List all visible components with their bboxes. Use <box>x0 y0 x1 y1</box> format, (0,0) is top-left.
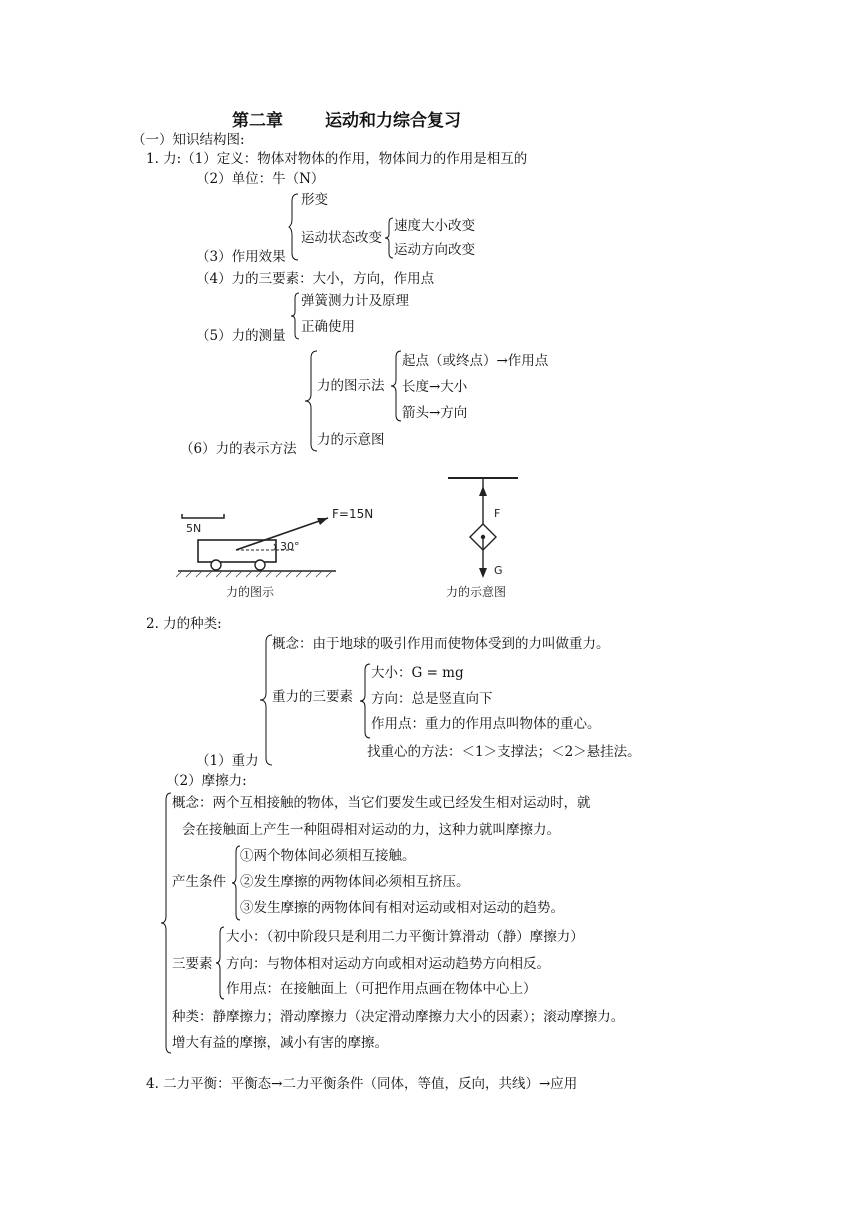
figure-right-caption: 力的示意图 <box>446 585 507 599</box>
gravity-center-methods: 找重心的方法：＜1＞支撑法；＜2＞悬挂法。 <box>367 744 641 760</box>
figure-scale-label: 5N <box>186 522 202 535</box>
effect-label: （3）作用效果 <box>196 249 286 265</box>
friction-brace <box>160 792 172 1054</box>
page-title <box>232 106 461 131</box>
kinds-heading: 2. 力的种类: <box>146 616 222 632</box>
repr-label: （6）力的表示方法 <box>180 441 297 457</box>
repr-arrow: 箭头→方向 <box>402 405 468 421</box>
friction-increase: 增大有益的摩擦，减小有害的摩擦。 <box>172 1035 388 1051</box>
friction-concept-1: 概念：两个互相接触的物体，当它们要发生或已经发生相对运动时，就 <box>172 795 591 811</box>
condition-3: ③发生摩擦的两物体间有相对运动或相对运动的趋势。 <box>240 900 564 916</box>
force-unit: （2）单位：牛（N） <box>196 171 325 187</box>
two-force-balance: 4. 二力平衡：平衡态→二力平衡条件（同体，等值，反向，共线）→应用 <box>146 1076 578 1092</box>
condition-2: ②发生摩擦的两物体间必须相互挤压。 <box>240 874 470 890</box>
title-topic: 运动和力综合复习 <box>325 111 461 131</box>
repr-brace <box>304 350 318 452</box>
repr-sketch: 力的示意图 <box>317 432 385 448</box>
repr-length: 长度→大小 <box>402 379 468 395</box>
condition-label: 产生条件 <box>172 874 226 890</box>
gravity-concept: 概念：由于地球的吸引作用而使物体受到的力叫做重力。 <box>272 636 610 652</box>
figure-angle-label: 30° <box>280 540 300 553</box>
force-definition: 1. 力:（1）定义：物体对物体的作用，物体间力的作用是相互的 <box>146 151 528 167</box>
title-chapter: 第二章 <box>232 111 283 131</box>
force-sketch-figure <box>432 470 542 602</box>
effect-brace <box>288 193 300 261</box>
element-point: 作用点：在接触面上（可把作用点画在物体中心上） <box>226 981 537 997</box>
figure-left-caption: 力的图示 <box>226 585 275 599</box>
graph-brace <box>390 350 402 422</box>
gravity-elements: 重力的三要素 <box>272 689 353 705</box>
figure-f-label: F <box>494 507 501 520</box>
measure-label: （5）力的测量 <box>196 328 286 344</box>
element-direction: 方向：与物体相对运动方向或相对运动趋势方向相反。 <box>226 956 550 972</box>
friction-types: 种类：静摩擦力；滑动摩擦力（决定滑动摩擦力大小的因素）；滚动摩擦力。 <box>172 1009 625 1025</box>
repr-start: 起点（或终点）→作用点 <box>402 353 549 369</box>
motion-brace <box>384 217 394 259</box>
effect-deform: 形变 <box>301 192 328 208</box>
friction-label: （2）摩擦力: <box>166 773 247 789</box>
elements-label: 三要素 <box>172 956 213 972</box>
gravity-label: （1）重力 <box>196 753 259 769</box>
friction-concept-2: 会在接触面上产生一种阻碍相对运动的力，这种力就叫摩擦力。 <box>182 822 560 838</box>
gravity-brace <box>259 634 273 766</box>
gravity-size: 大小：G = mg <box>371 665 464 681</box>
section-heading: （一）知识结构图: <box>132 132 245 148</box>
elements-brace <box>215 926 225 1000</box>
gravity-direction: 方向：总是竖直向下 <box>371 691 493 707</box>
repr-graph: 力的图示法 <box>317 378 385 394</box>
three-elements: （4）力的三要素：大小，方向，作用点 <box>196 271 435 287</box>
measure-brace <box>290 292 300 340</box>
gravity-point: 作用点：重力的作用点叫物体的重心。 <box>371 716 601 732</box>
element-size: 大小：（初中阶段只是利用二力平衡计算滑动（静）摩擦力） <box>226 929 584 945</box>
force-diagram-figure <box>168 498 374 600</box>
figure-g-label: G <box>494 564 503 577</box>
effect-speed: 速度大小改变 <box>394 218 475 234</box>
figure-force-label: F=15N <box>332 507 374 521</box>
effect-direction: 运动方向改变 <box>394 242 475 258</box>
gravity-elements-brace <box>359 663 371 739</box>
effect-motion: 运动状态改变 <box>301 230 382 246</box>
measure-principle: 弹簧测力计及原理 <box>301 293 409 309</box>
measure-use: 正确使用 <box>301 319 355 335</box>
condition-1: ①两个物体间必须相互接触。 <box>240 848 416 864</box>
